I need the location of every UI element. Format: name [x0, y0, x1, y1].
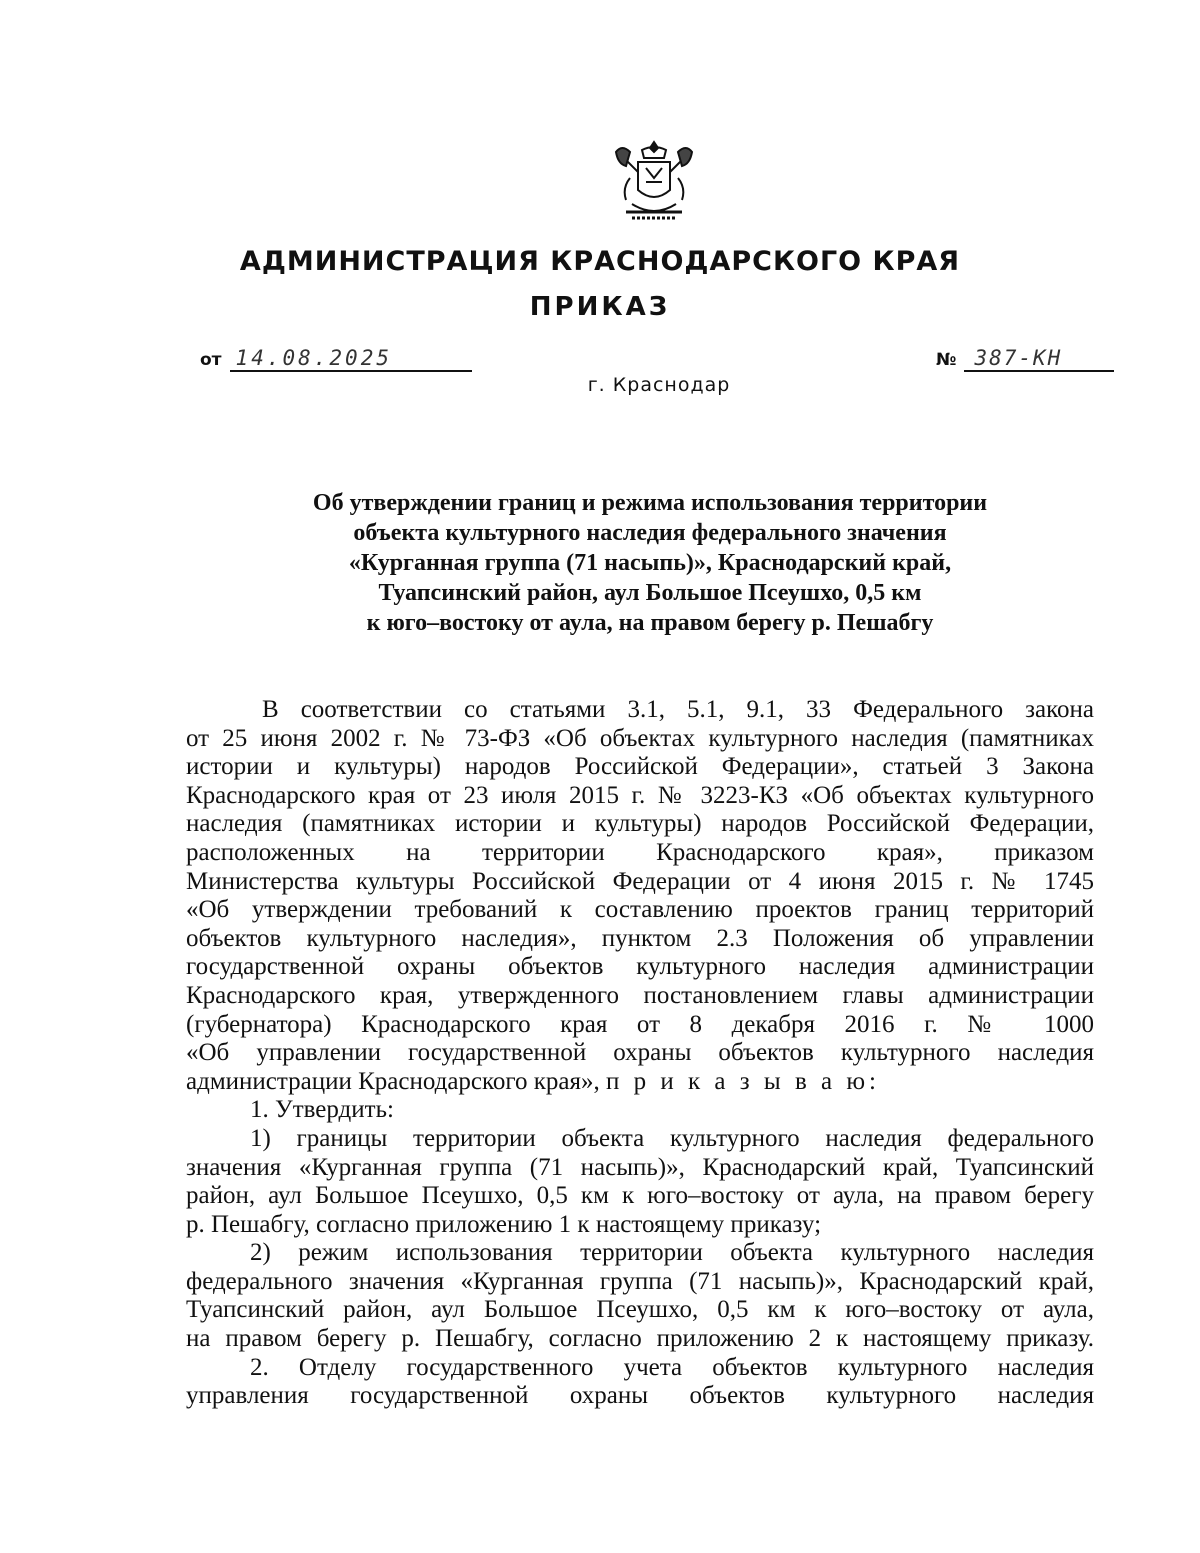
- clause-1-2: 2) режим использования территории объекта культурного наследия: [250, 1239, 1094, 1267]
- document-type: ПРИКАЗ: [529, 292, 671, 322]
- title-line: «Курганная группа (71 насыпь)», Краснодарский край,: [348, 550, 952, 576]
- body-line: Краснодарского края от 23 июля 2015 г. № 3223-КЗ «Об объектах культурного: [186, 781, 1094, 809]
- date-field: [200, 346, 472, 372]
- number-prefix: №: [936, 350, 957, 370]
- date-value: 14.08.2025: [230, 346, 472, 372]
- body-line-text: администрации Краснодарского края»,: [186, 1067, 600, 1095]
- body-line-order: [186, 1068, 1094, 1097]
- body-line: государственной охраны объектов культурного наследия администрации: [186, 953, 1094, 981]
- city: г. Краснодар: [587, 374, 731, 396]
- date-prefix: от: [200, 350, 222, 370]
- title-line: объекта культурного наследия федерального значения: [353, 520, 947, 546]
- title-line: Туапсинский район, аул Большое Псеушхо, 0,5 км: [378, 580, 922, 606]
- body-line: управления государственной охраны объектов культурного наследия: [186, 1382, 1094, 1410]
- organization-name: АДМИНИСТРАЦИЯ КРАСНОДАРСКОГО КРАЯ: [239, 246, 961, 277]
- body-line: р. Пешабгу, согласно приложению 1 к настоящему приказу;: [186, 1210, 822, 1238]
- clause-1: 1. Утвердить:: [250, 1096, 394, 1124]
- body-line: на правом берегу р. Пешабгу, согласно приложению 2 к настоящему приказу.: [186, 1325, 1094, 1353]
- clause-2: 2. Отделу государственного учета объектов культурного наследия: [250, 1353, 1094, 1381]
- body-line: «Об управлении государственной охраны объектов культурного наследия: [186, 1039, 1094, 1067]
- title-line: Об утверждении границ и режима использования территории: [312, 490, 988, 516]
- document-body: [186, 696, 1094, 1411]
- title-line: к юго–востоку от аула, на правом берегу р. Пешабгу: [366, 610, 934, 636]
- body-line: истории и культуры) народов Российской Федерации», статьей 3 Закона: [186, 753, 1094, 781]
- body-line: значения «Курганная группа (71 насыпь)», Краснодарский край, Туапсинский: [186, 1153, 1094, 1181]
- body-line: Краснодарского края, утвержденного постановлением главы администрации: [186, 981, 1094, 1009]
- body-line: Министерства культуры Российской Федерации от 4 июня 2015 г. № 1745: [186, 867, 1094, 895]
- coat-of-arms-icon: [606, 138, 702, 226]
- body-line: от 25 июня 2002 г. № 73-ФЗ «Об объектах культурного наследия (памятниках: [186, 724, 1094, 752]
- body-line: Туапсинский район, аул Большое Псеушхо, 0,5 км к юго–востоку от аула,: [186, 1296, 1094, 1324]
- body-line: «Об утверждении требований к составлению проектов границ территорий: [186, 896, 1094, 924]
- body-line: объектов культурного наследия», пунктом 2.3 Положения об управлении: [186, 924, 1094, 952]
- number-field: [936, 346, 1114, 372]
- document-title: [210, 488, 1090, 638]
- clause-1-1: 1) границы территории объекта культурного наследия федерального: [250, 1124, 1094, 1152]
- body-line: В соответствии со статьями 3.1, 5.1, 9.1, 33 Федерального закона: [262, 696, 1094, 723]
- body-line: федерального значения «Курганная группа (71 насыпь)», Краснодарский край,: [186, 1267, 1094, 1295]
- body-line: наследия (памятниках истории и культуры) народов Российской Федерации,: [186, 810, 1094, 838]
- body-line: (губернатора) Краснодарского края от 8 декабря 2016 г. № 1000: [186, 1010, 1094, 1038]
- number-value: 387-КН: [964, 346, 1114, 372]
- order-word: п р и к а з ы в а ю:: [606, 1067, 880, 1095]
- body-line: расположенных на территории Краснодарского края», приказом: [186, 838, 1094, 866]
- body-line: район, аул Большое Псеушхо, 0,5 км к юго–востоку от аула, на правом берегу: [186, 1182, 1094, 1210]
